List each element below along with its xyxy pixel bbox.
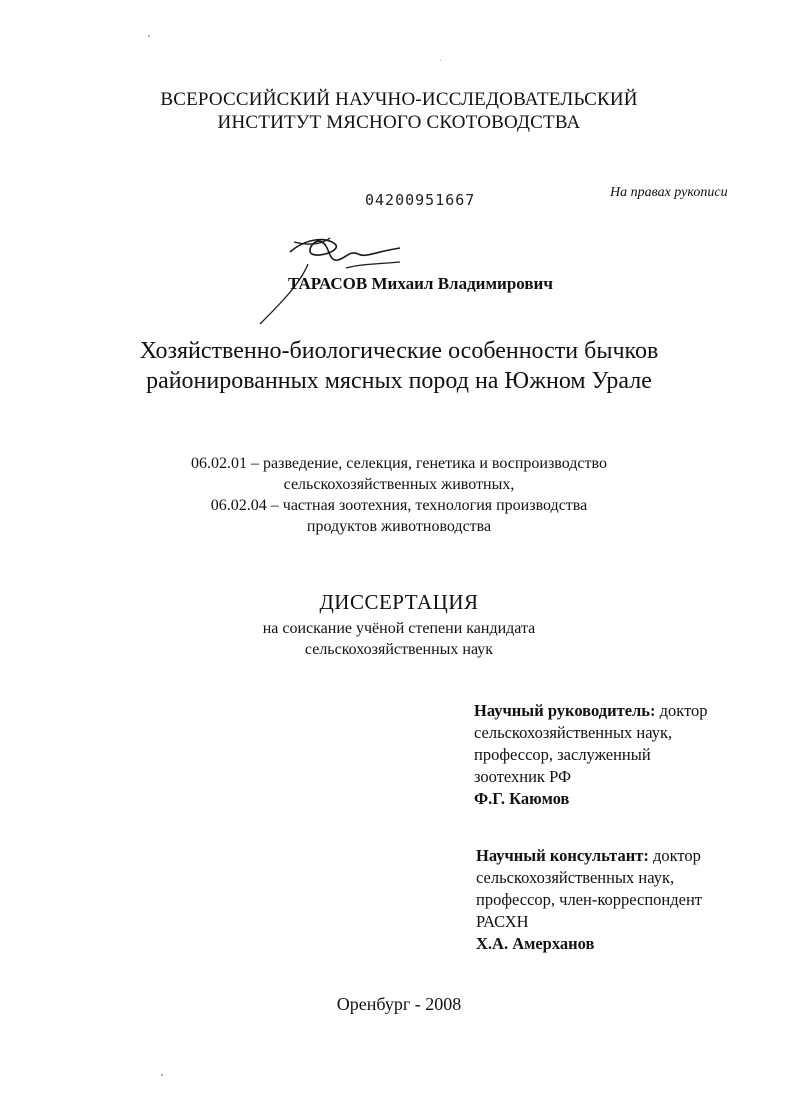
institute-line-1: ВСЕРОССИЙСКИЙ НАУЧНО-ИССЛЕДОВАТЕЛЬСКИЙ — [160, 89, 638, 110]
consultant-line-3: профессор, член-корреспондент — [476, 890, 702, 909]
dissertation-title — [0, 336, 798, 396]
degree-description — [0, 618, 798, 660]
title-line-1: Хозяйственно-биологические особенности бычков — [139, 338, 659, 364]
consultant-block — [476, 845, 702, 955]
scan-speck — [148, 35, 150, 37]
author-name: ТАРАСОВ Михаил Владимирович — [288, 274, 553, 293]
supervisor-name: Ф.Г. Каюмов — [474, 789, 570, 808]
institute-header — [0, 88, 798, 134]
consultant-degree: доктор — [648, 846, 701, 865]
supervisor-line-4: зоотехник РФ — [474, 767, 572, 786]
supervisor-line-3: профессор, заслуженный — [474, 745, 651, 764]
scan-speck — [440, 60, 441, 61]
consultant-line-2: сельскохозяйственных наук, — [476, 868, 675, 887]
consultant-line-1 — [476, 845, 702, 867]
specialties — [0, 453, 798, 537]
degree-line-2: сельскохозяйственных наук — [304, 641, 494, 658]
scan-speck — [161, 1074, 163, 1076]
consultant-line-4: РАСХН — [476, 912, 529, 931]
supervisor-line-1 — [474, 700, 708, 722]
consultant-label: Научный консультант: — [476, 846, 649, 865]
supervisor-label: Научный руководитель: — [474, 701, 656, 720]
specialty-line-4: продуктов животноводства — [306, 518, 492, 535]
title-line-2: районированных мясных пород на Южном Урале — [146, 368, 652, 394]
registration-number: 04200951667 — [365, 191, 476, 209]
specialty-line-3: 06.02.04 – частная зоотехния, технология производства — [210, 497, 588, 514]
degree-line-1: на соискание учёной степени кандидата — [262, 620, 536, 637]
dissertation-heading: ДИССЕРТАЦИЯ — [319, 590, 479, 614]
supervisor-block — [474, 700, 708, 810]
consultant-name: Х.А. Амерханов — [476, 934, 595, 953]
supervisor-line-2: сельскохозяйственных наук, — [474, 723, 673, 742]
place-year: Оренбург - 2008 — [336, 994, 462, 1014]
supervisor-degree: доктор — [655, 701, 708, 720]
specialty-line-2: сельскохозяйственных животных, — [283, 476, 515, 493]
specialty-line-1: 06.02.01 – разведение, селекция, генетика и воспроизводство — [191, 455, 607, 472]
rights-note: На правах рукописи — [610, 185, 728, 200]
institute-line-2: ИНСТИТУТ МЯСНОГО СКОТОВОДСТВА — [217, 112, 581, 133]
